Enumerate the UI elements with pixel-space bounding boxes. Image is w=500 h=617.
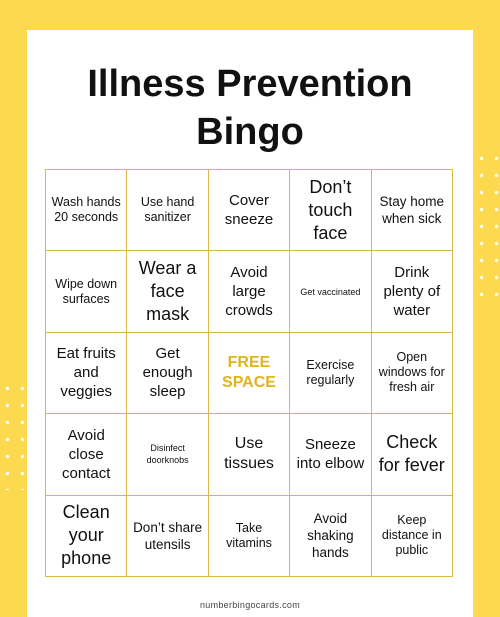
bingo-cell-fruits-veggies: Eat fruits and veggies — [46, 333, 127, 414]
bingo-cell-wash-hands: Wash hands 20 seconds — [46, 170, 127, 251]
bingo-cell-cover-sneeze: Cover sneeze — [209, 170, 290, 251]
bingo-cell-avoid-contact: Avoid close contact — [46, 414, 127, 495]
bingo-cell-take-vitamins: Take vitamins — [209, 496, 290, 577]
bingo-card — [27, 30, 473, 617]
bingo-cell-check-fever: Check for fever — [372, 414, 453, 495]
bingo-cell-avoid-crowds: Avoid large crowds — [209, 251, 290, 332]
decorative-dots-left — [0, 380, 26, 490]
footer-website: numberbingocards.com — [199, 600, 301, 610]
bingo-cell-get-vaccinated: Get vaccinated — [290, 251, 371, 332]
bingo-cell-hand-sanitizer: Use hand sanitizer — [127, 170, 208, 251]
page-title — [27, 60, 473, 156]
title-line-2: Bingo — [196, 111, 304, 153]
bingo-cell-stay-home: Stay home when sick — [372, 170, 453, 251]
bingo-grid — [45, 169, 453, 577]
bingo-cell-free-space: FREE SPACE — [209, 333, 290, 414]
bingo-cell-drink-water: Drink plenty of water — [372, 251, 453, 332]
bingo-cell-enough-sleep: Get enough sleep — [127, 333, 208, 414]
decorative-dots-right — [474, 150, 500, 310]
bingo-cell-share-utensils: Don’t share utensils — [127, 496, 208, 577]
bingo-cell-exercise: Exercise regularly — [290, 333, 371, 414]
bingo-cell-face-mask: Wear a face mask — [127, 251, 208, 332]
bingo-cell-shaking-hands: Avoid shaking hands — [290, 496, 371, 577]
bingo-cell-wipe-surfaces: Wipe down surfaces — [46, 251, 127, 332]
bingo-cell-dont-touch-face: Don’t touch face — [290, 170, 371, 251]
bingo-cell-keep-distance: Keep distance in public — [372, 496, 453, 577]
bingo-cell-open-windows: Open windows for fresh air — [372, 333, 453, 414]
title-line-1: Illness Prevention — [87, 63, 413, 105]
bingo-cell-sneeze-elbow: Sneeze into elbow — [290, 414, 371, 495]
bingo-cell-use-tissues: Use tissues — [209, 414, 290, 495]
bingo-cell-clean-phone: Clean your phone — [46, 496, 127, 577]
bingo-cell-disinfect-doorknobs: Disinfect doorknobs — [127, 414, 208, 495]
